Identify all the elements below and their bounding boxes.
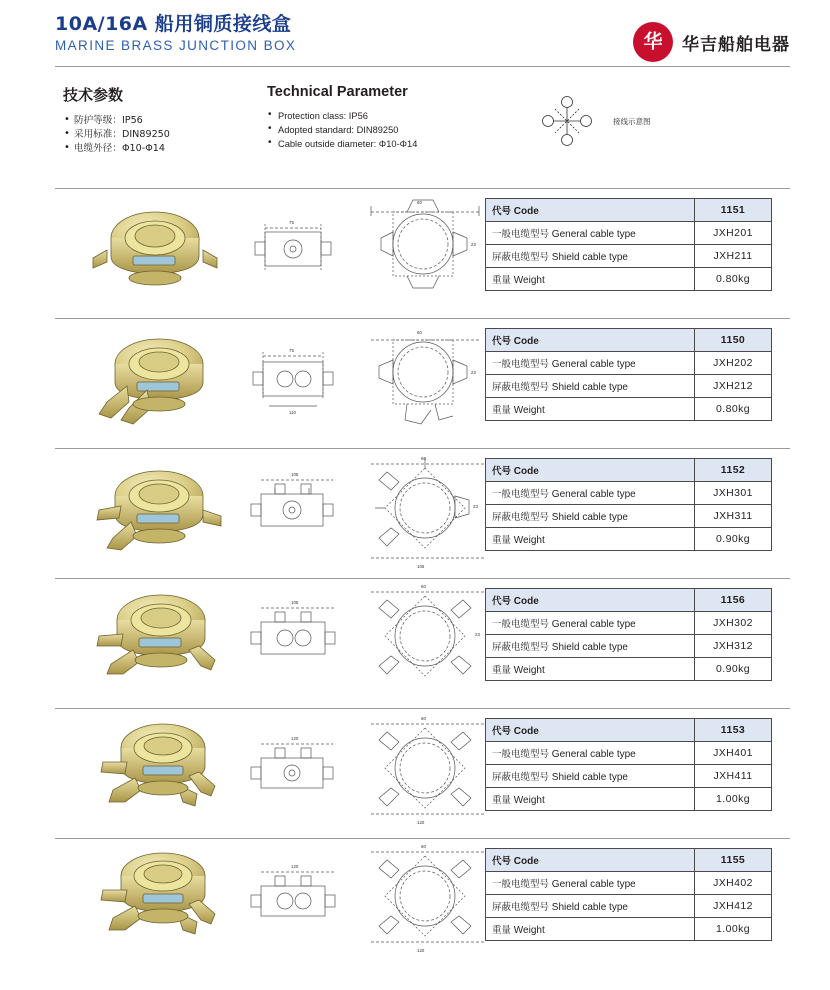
- product-photo: [77, 584, 257, 700]
- product-row: [55, 318, 790, 446]
- product-photo: [77, 454, 257, 570]
- product-drawing-front: [355, 710, 505, 832]
- spec-heading-cn: 技术参数: [63, 86, 124, 104]
- general-cable-value: JXH302: [695, 612, 772, 635]
- product-row: [55, 188, 790, 316]
- code-value: 1153: [695, 719, 772, 742]
- svg-text:23: 23: [473, 504, 478, 509]
- spec-item-cn-2: • 采用标准：DIN89250: [63, 128, 263, 142]
- table-row: 重量 Weight 1.00kg: [486, 918, 772, 941]
- wiring-diagram-note: 接线示意图: [613, 117, 651, 126]
- shield-cable-value: JXH212: [695, 375, 772, 398]
- product-row: [55, 708, 790, 836]
- code-table: [485, 588, 772, 681]
- code-value: 1151: [695, 199, 772, 222]
- svg-text:60: 60: [421, 716, 426, 721]
- table-row: [486, 199, 772, 222]
- svg-text:120: 120: [291, 864, 299, 869]
- weight-value: 0.80kg: [695, 398, 772, 421]
- product-drawing-front: [355, 580, 505, 702]
- product-drawing-front: [355, 190, 505, 312]
- svg-text:75: 75: [289, 348, 294, 353]
- svg-text:60: 60: [421, 456, 426, 461]
- svg-text:60: 60: [417, 330, 422, 335]
- table-row: 屏蔽电缆型号 Shield cable type JXH411: [486, 765, 772, 788]
- product-photo: [77, 844, 257, 960]
- svg-text:105: 105: [291, 472, 299, 477]
- table-row: 代号 Code 1152: [486, 459, 772, 482]
- product-photo: [77, 324, 257, 440]
- svg-text:23: 23: [471, 370, 476, 375]
- table-row: 代号 Code 1153: [486, 719, 772, 742]
- shield-cable-value: JXH311: [695, 505, 772, 528]
- table-row: 一般电缆型号 General cable type JXH401: [486, 742, 772, 765]
- svg-text:23: 23: [475, 632, 480, 637]
- svg-text:60: 60: [421, 844, 426, 849]
- brand-logo-mark: 华: [643, 30, 663, 53]
- weight-value: 1.00kg: [695, 918, 772, 941]
- shield-cable-value: JXH412: [695, 895, 772, 918]
- header-divider: [55, 66, 790, 67]
- svg-text:120: 120: [417, 948, 425, 953]
- general-cable-value: JXH301: [695, 482, 772, 505]
- brand: [633, 22, 790, 62]
- product-row: [55, 838, 790, 966]
- table-row: 屏蔽电缆型号 Shield cable type JXH412: [486, 895, 772, 918]
- general-cable-value: JXH202: [695, 352, 772, 375]
- product-drawing-side: [235, 584, 365, 700]
- product-row: [55, 578, 790, 706]
- table-row: 重量 Weight 1.00kg: [486, 788, 772, 811]
- code-table: [485, 198, 772, 291]
- shield-cable-value: JXH211: [695, 245, 772, 268]
- table-row: 一般电缆型号 General cable type JXH202: [486, 352, 772, 375]
- spec-item-cn-3: • 电缆外径：Φ10-Φ14: [63, 142, 263, 156]
- svg-text:75: 75: [289, 220, 294, 225]
- svg-text:60: 60: [421, 584, 426, 589]
- brand-name: 华吉船舶电器: [682, 34, 790, 55]
- code-table: [485, 718, 772, 811]
- table-row: 重量 Weight 0.90kg: [486, 528, 772, 551]
- product-drawing-front: [355, 320, 505, 442]
- product-drawing-front: [355, 450, 505, 572]
- table-row: 一般电缆型号 General cable type JXH302: [486, 612, 772, 635]
- table-row: 代号 Code 1150: [486, 329, 772, 352]
- product-photo: [77, 714, 257, 830]
- shield-cable-value: JXH411: [695, 765, 772, 788]
- code-label: 代号 Code: [486, 199, 695, 222]
- product-drawing-side: [235, 454, 365, 570]
- weight-value: 0.80kg: [695, 268, 772, 291]
- product-row: [55, 448, 790, 576]
- table-row: 一般电缆型号 General cable type JXH201: [486, 222, 772, 245]
- table-row: 屏蔽电缆型号 Shield cable type JXH212: [486, 375, 772, 398]
- code-table: [485, 328, 772, 421]
- shield-cable-value: JXH312: [695, 635, 772, 658]
- svg-text:105: 105: [417, 564, 425, 569]
- row-divider: [55, 318, 790, 319]
- brand-logo-icon: [633, 22, 673, 62]
- code-value: 1150: [695, 329, 772, 352]
- spec-item-en-3: • Cable outside diameter: Φ10-Φ14: [267, 137, 497, 151]
- row-divider: [55, 708, 790, 709]
- code-value: 1156: [695, 589, 772, 612]
- svg-text:110: 110: [289, 410, 296, 415]
- spec-column-en: [267, 84, 497, 151]
- table-row: 重量 Weight 0.90kg: [486, 658, 772, 681]
- weight-value: 0.90kg: [695, 658, 772, 681]
- table-row: 屏蔽电缆型号 Shield cable type JXH311: [486, 505, 772, 528]
- product-drawing-side: [235, 194, 365, 310]
- row-divider: [55, 578, 790, 579]
- weight-value: 1.00kg: [695, 788, 772, 811]
- product-drawing-side: [235, 324, 365, 440]
- spec-heading-en: Technical Parameter: [267, 84, 408, 100]
- general-cable-value: JXH401: [695, 742, 772, 765]
- table-row: 屏蔽电缆型号 Shield cable type JXH312: [486, 635, 772, 658]
- svg-text:120: 120: [417, 820, 425, 825]
- code-table: [485, 848, 772, 941]
- svg-text:23: 23: [471, 242, 476, 247]
- table-row: 重量 Weight 0.80kg: [486, 398, 772, 421]
- weight-value: 0.90kg: [695, 528, 772, 551]
- table-row: 一般电缆型号 General cable type JXH402: [486, 872, 772, 895]
- row-divider: [55, 838, 790, 839]
- technical-parameters: [55, 84, 790, 176]
- svg-text:60: 60: [417, 200, 422, 205]
- table-row: 一般电缆型号 General cable type JXH301: [486, 482, 772, 505]
- page-header: [55, 12, 790, 64]
- svg-text:120: 120: [291, 736, 299, 741]
- page-title-en: MARINE BRASS JUNCTION BOX: [55, 38, 297, 53]
- product-drawing-front: [355, 840, 505, 962]
- code-value: 1155: [695, 849, 772, 872]
- wiring-diagram: [525, 90, 725, 152]
- product-drawing-side: [235, 714, 365, 830]
- spec-column-cn: [63, 84, 263, 156]
- spec-item-en-1: • Protection class: IP56: [267, 109, 497, 123]
- table-row: 重量 Weight 0.80kg: [486, 268, 772, 291]
- general-cable-value: JXH201: [695, 222, 772, 245]
- code-table: [485, 458, 772, 551]
- table-row: 屏蔽电缆型号 Shield cable type JXH211: [486, 245, 772, 268]
- spec-item-cn-1: • 防护等级：IP56: [63, 114, 263, 128]
- row-divider: [55, 188, 790, 189]
- product-drawing-side: [235, 844, 365, 960]
- table-row: 代号 Code 1156: [486, 589, 772, 612]
- row-divider: [55, 448, 790, 449]
- general-cable-value: JXH402: [695, 872, 772, 895]
- svg-text:105: 105: [291, 600, 299, 605]
- page-title-cn: 10A/16A 船用铜质接线盒: [55, 13, 292, 35]
- product-photo: [77, 194, 257, 310]
- table-row: 代号 Code 1155: [486, 849, 772, 872]
- spec-item-en-2: • Adopted standard: DIN89250: [267, 123, 497, 137]
- code-value: 1152: [695, 459, 772, 482]
